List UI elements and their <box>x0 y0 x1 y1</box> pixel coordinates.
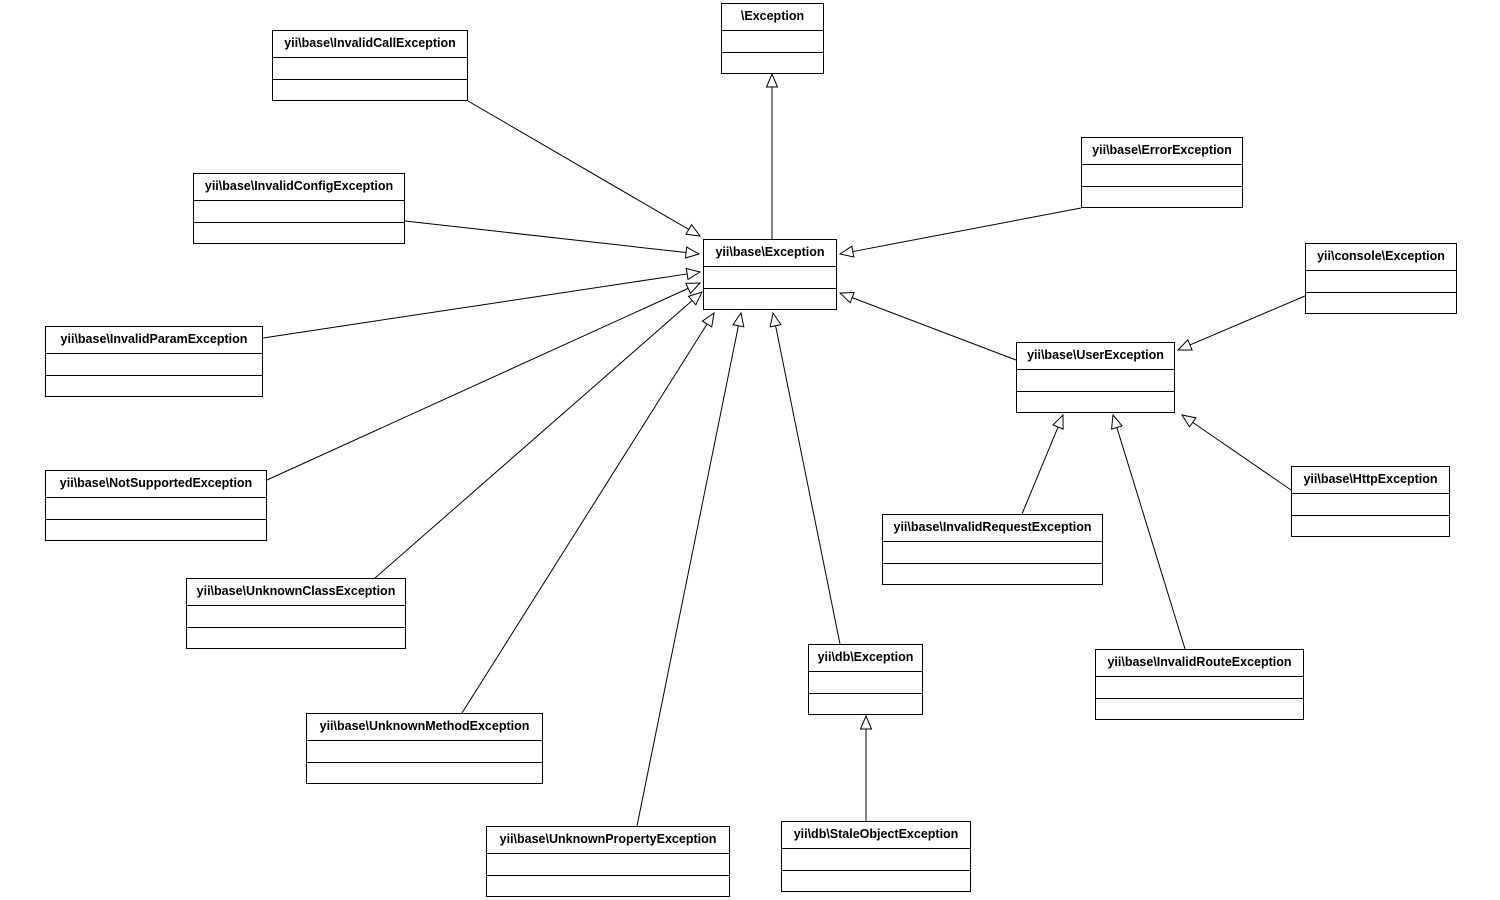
uml-class-operations <box>273 80 467 102</box>
uml-class-operations <box>722 53 823 75</box>
uml-class-invalid_call[interactable] <box>272 30 468 101</box>
uml-class-unknown_class[interactable] <box>186 578 406 649</box>
generalization-line-http_exception-to-user_exception <box>1193 422 1291 490</box>
uml-class-not_supported[interactable] <box>45 470 267 541</box>
uml-class-operations <box>1017 392 1174 414</box>
uml-class-attributes <box>1082 165 1242 187</box>
uml-class-error_exception[interactable] <box>1081 137 1243 208</box>
generalization-arrowhead <box>685 247 699 258</box>
uml-class-name: yii\base\NotSupportedException <box>46 471 266 498</box>
uml-class-name: yii\base\HttpException <box>1292 467 1449 494</box>
uml-class-name: yii\base\InvalidCallException <box>273 31 467 58</box>
uml-class-operations <box>194 223 404 245</box>
uml-class-attributes <box>722 31 823 53</box>
generalization-arrowhead <box>1182 415 1196 427</box>
uml-class-name: yii\base\ErrorException <box>1082 138 1242 165</box>
uml-class-attributes <box>1096 677 1303 699</box>
uml-class-name: yii\base\UnknownMethodException <box>307 714 542 741</box>
generalization-arrowhead <box>686 225 700 236</box>
uml-class-invalid_route[interactable] <box>1095 649 1304 720</box>
generalization-line-invalid_route-to-user_exception <box>1117 427 1185 649</box>
generalization-arrowhead <box>686 269 700 280</box>
uml-class-name: yii\base\InvalidConfigException <box>194 174 404 201</box>
generalization-line-user_exception-to-yii_base_exception <box>852 298 1016 360</box>
generalization-line-db_exception-to-yii_base_exception <box>776 326 840 644</box>
uml-class-name: yii\base\UnknownPropertyException <box>487 827 729 854</box>
uml-class-attributes <box>1306 271 1456 293</box>
uml-class-operations <box>187 628 405 650</box>
uml-class-invalid_request[interactable] <box>882 514 1103 585</box>
generalization-arrowhead <box>1178 340 1192 350</box>
generalization-line-error_exception-to-yii_base_exception <box>853 208 1081 252</box>
uml-class-operations <box>809 694 922 716</box>
generalization-line-invalid_config-to-yii_base_exception <box>405 221 686 253</box>
uml-class-operations <box>46 520 266 542</box>
generalization-line-invalid_param-to-yii_base_exception <box>263 274 687 338</box>
uml-class-attributes <box>704 267 836 289</box>
uml-class-name: yii\base\InvalidParamException <box>46 327 262 354</box>
uml-class-invalid_config[interactable] <box>193 173 405 244</box>
generalization-line-unknown_class-to-yii_base_exception <box>375 301 692 578</box>
generalization-line-not_supported-to-yii_base_exception <box>267 288 688 480</box>
uml-class-attributes <box>1017 370 1174 392</box>
uml-class-attributes <box>194 201 404 223</box>
uml-class-operations <box>704 289 836 311</box>
uml-class-attributes <box>46 498 266 520</box>
uml-class-operations <box>782 871 970 893</box>
generalization-arrowhead <box>861 716 872 729</box>
uml-class-attributes <box>187 606 405 628</box>
uml-class-operations <box>307 763 542 785</box>
uml-class-name: yii\base\UserException <box>1017 343 1174 370</box>
generalization-arrowhead <box>1053 415 1063 429</box>
uml-class-name: yii\base\Exception <box>704 240 836 267</box>
uml-class-operations <box>1306 293 1456 315</box>
generalization-line-invalid_call-to-yii_base_exception <box>468 101 689 229</box>
uml-class-yii_base_exception[interactable] <box>703 239 837 310</box>
uml-class-db_stale_object[interactable] <box>781 821 971 892</box>
generalization-arrowhead <box>733 313 744 327</box>
uml-class-operations <box>46 376 262 398</box>
uml-class-unknown_method[interactable] <box>306 713 543 784</box>
uml-class-invalid_param[interactable] <box>45 326 263 397</box>
uml-class-name: \Exception <box>722 4 823 31</box>
uml-class-attributes <box>883 542 1102 564</box>
uml-class-operations <box>487 876 729 898</box>
uml-class-exception[interactable] <box>721 3 824 74</box>
uml-class-attributes <box>46 354 262 376</box>
uml-class-name: yii\db\Exception <box>809 645 922 672</box>
uml-class-attributes <box>273 58 467 80</box>
uml-class-operations <box>1082 187 1242 209</box>
generalization-arrowhead <box>770 313 781 327</box>
uml-class-user_exception[interactable] <box>1016 342 1175 413</box>
generalization-arrowhead <box>702 313 714 327</box>
generalization-line-invalid_request-to-user_exception <box>1022 427 1058 514</box>
uml-class-attributes <box>487 854 729 876</box>
uml-class-http_exception[interactable] <box>1291 466 1450 537</box>
uml-class-name: yii\base\InvalidRouteException <box>1096 650 1303 677</box>
uml-class-attributes <box>809 672 922 694</box>
generalization-arrowhead <box>767 74 778 87</box>
generalization-arrowhead <box>840 292 854 302</box>
uml-class-name: yii\console\Exception <box>1306 244 1456 271</box>
uml-class-operations <box>1292 516 1449 538</box>
uml-class-operations <box>1096 699 1303 721</box>
uml-class-operations <box>883 564 1102 586</box>
uml-class-attributes <box>782 849 970 871</box>
generalization-arrowhead <box>1112 415 1123 429</box>
generalization-line-unknown_property-to-yii_base_exception <box>637 326 738 826</box>
uml-class-console_exception[interactable] <box>1305 243 1457 314</box>
uml-class-name: yii\db\StaleObjectException <box>782 822 970 849</box>
uml-class-name: yii\base\InvalidRequestException <box>883 515 1102 542</box>
uml-class-attributes <box>1292 494 1449 516</box>
uml-class-unknown_property[interactable] <box>486 826 730 897</box>
generalization-arrowhead <box>686 283 700 293</box>
uml-class-name: yii\base\UnknownClassException <box>187 579 405 606</box>
uml-class-db_exception[interactable] <box>808 644 923 715</box>
generalization-line-console_exception-to-user_exception <box>1190 296 1305 345</box>
generalization-arrowhead <box>840 246 854 257</box>
uml-class-attributes <box>307 741 542 763</box>
generalization-line-unknown_method-to-yii_base_exception <box>462 324 707 713</box>
